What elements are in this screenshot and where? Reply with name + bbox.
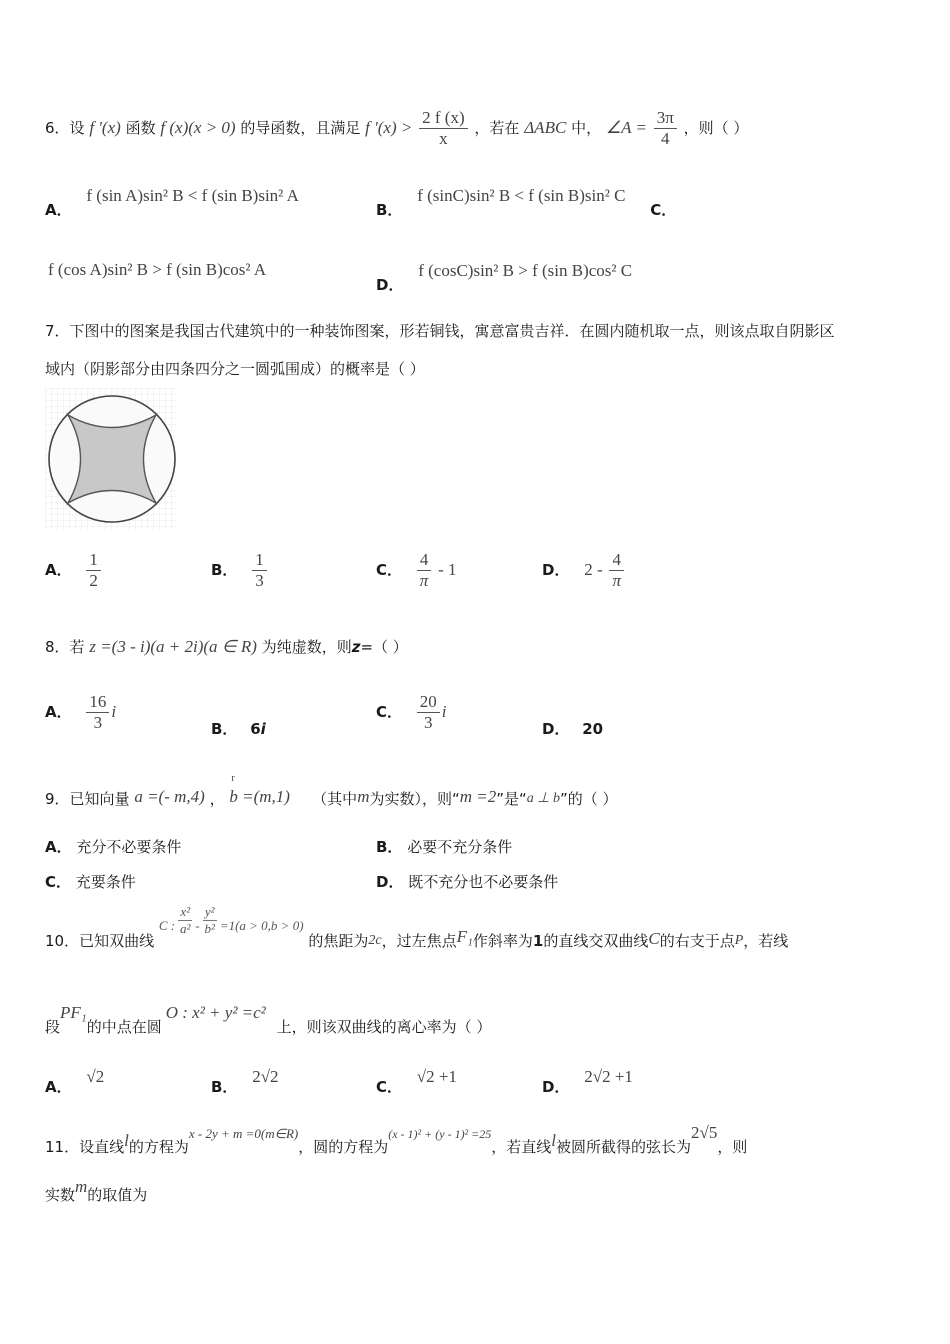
q11-text-f: ，则 (717, 1138, 748, 1156)
q8-option-a-frac (86, 692, 109, 733)
q6-option-a (45, 185, 299, 219)
q11-stem-line1 (45, 1122, 747, 1158)
q10-option-b-text: 2√2 (252, 1067, 279, 1086)
q9-text-d: ”是“ (496, 790, 527, 808)
q6-option-b-label: B． (376, 201, 403, 219)
q7-option-c-tail: - 1 (438, 560, 457, 579)
q11-stem-line2 (45, 1176, 147, 1206)
q10-option-d (542, 1066, 633, 1096)
q10-text-i: 的中点在圆 (86, 1018, 162, 1036)
q9-option-a (45, 836, 181, 857)
q7-option-b-frac (252, 550, 267, 591)
q9-option-a-text: 充分不必要条件 (76, 838, 182, 856)
q9-m: m (357, 787, 370, 806)
q10-text-e: 的直线交双曲线 (543, 932, 649, 950)
q10-text-b: 的焦距为 (308, 932, 369, 950)
q10-text-d: 作斜率为 (472, 932, 533, 950)
q6-fprime: f '(x) (89, 118, 121, 137)
q6-stem (45, 108, 748, 149)
q9-text-b: （其中 (312, 790, 358, 808)
q9-option-d (376, 871, 558, 892)
q8-expr: z =(3 - i)(a + 2i)(a ∈ R) (89, 637, 257, 656)
q8-option-b-i: i (260, 720, 266, 738)
q9-perp: a ⊥ b (526, 791, 560, 806)
q9-text-e: ”的（ ） (560, 790, 618, 808)
q11-l: l (124, 1131, 129, 1150)
q8-option-b (211, 718, 266, 739)
q8-option-a-num: 16 (86, 692, 109, 713)
q8-option-b-text: 6 (250, 720, 261, 738)
q10-two-c: 2c (368, 933, 382, 948)
q10-option-d-label: D． (542, 1078, 570, 1096)
q7-stem-line1: 7．下图中的图案是我国古代建筑中的一种装饰图案，形若铜钱，寓意富贵吉祥．在圆内随机取一点，则该点取自阴影区 (45, 322, 835, 340)
q10-option-c (376, 1066, 457, 1096)
q6-option-a-label: A． (45, 201, 72, 219)
q7-option-d-head: 2 - (584, 560, 603, 579)
q8-text-b: 为纯虚数，则 (261, 638, 352, 656)
q10-curve-head: C : (158, 918, 176, 933)
q8-text-a: 8．若 (45, 638, 85, 656)
q10-text-h: 段 (45, 1018, 61, 1036)
q9-option-d-label: D． (376, 873, 404, 891)
q9-option-c-label: C． (45, 873, 72, 891)
q8-text-c: =（ ） (360, 638, 408, 656)
q9-cond: m =2 (459, 787, 497, 806)
q8-option-d-text: 20 (582, 720, 604, 738)
q6-triangle: ΔABC (524, 118, 567, 137)
q9-vec-a: a =(- m,4) (134, 787, 205, 806)
q6-angle-lhs: ∠A = (605, 118, 647, 137)
q6-option-b (376, 185, 677, 219)
q7-option-b-num: 1 (252, 550, 267, 571)
q9-stem (45, 773, 618, 816)
q10-x2: x² (180, 904, 191, 919)
q10-a2: a² (180, 921, 191, 936)
q6-option-c-text: f (cos A)sin² B > f (sin B)cos² A (48, 260, 267, 279)
q10-y2: y² (204, 904, 215, 919)
q8-option-a-label: A． (45, 703, 72, 721)
q11-text-g: 实数 (45, 1186, 76, 1204)
q9-option-b-text: 必要不充分条件 (407, 838, 513, 856)
q6-text-e: 中， (571, 119, 602, 137)
q10-c: C (648, 929, 660, 948)
q11-chord: 2√5 (691, 1123, 718, 1142)
q11-text-a: 11．设直线 (45, 1138, 125, 1156)
q6-angle-num: 3π (654, 108, 677, 129)
q7-option-c-frac (417, 550, 432, 591)
q7-option-a-frac (86, 550, 101, 591)
q8-option-a-den: 3 (93, 713, 103, 732)
q8-stem (45, 636, 408, 657)
q6-option-a-text: f (sin A)sin² B < f (sin B)sin² A (86, 186, 299, 205)
q6-option-d-text: f (cosC)sin² B > f (sin B)cos² C (418, 261, 633, 280)
q6-ineq-den: x (439, 129, 448, 148)
q10-frac-x (178, 904, 192, 937)
q6-text-f: ，则（ ） (683, 119, 749, 137)
q11-m: m (75, 1177, 88, 1196)
q11-l2: l (551, 1131, 557, 1150)
q7-option-a (45, 550, 103, 591)
q9-text-c: 为实数），则“ (369, 790, 460, 808)
q6-angle-frac (654, 108, 677, 149)
q7-option-c-label: C． (376, 561, 403, 579)
q10-stem-line2 (45, 1002, 491, 1036)
q8-z: z (351, 638, 361, 656)
q10-f1: F₁ (456, 927, 473, 946)
q7-option-b-label: B． (211, 561, 238, 579)
q9-option-b (376, 836, 512, 857)
q10-curve-tail: =1(a > 0,b > 0) (219, 918, 304, 933)
q6-fdef: f (x)(x > 0) (160, 118, 236, 137)
q8-option-a (45, 692, 116, 733)
q6-ineq-lhs: f '(x) > (365, 118, 413, 137)
q10-frac-y (203, 904, 217, 937)
q7-stem-line2: 域内（阴影部分由四条四分之一圆弧围成）的概率是（ ） (45, 360, 425, 378)
q10-option-d-text: 2√2 +1 (584, 1067, 633, 1086)
q8-option-c-tail: i (441, 702, 447, 721)
q9-option-a-label: A． (45, 838, 72, 856)
q10-option-b (211, 1066, 279, 1096)
q6-text-a: 6．设 (45, 119, 85, 137)
q8-option-a-tail: i (111, 702, 117, 721)
q7-option-a-num: 1 (86, 550, 101, 571)
q11-text-b: 的方程为 (128, 1138, 189, 1156)
q10-curve (159, 904, 304, 937)
q9-vec-b-arrow: r (231, 773, 235, 784)
q6-text-b: 函数 (125, 119, 156, 137)
q6-ineq-num: 2 f (x) (419, 108, 467, 129)
q8-option-c (376, 692, 447, 733)
q7-option-d-den: π (612, 571, 621, 590)
q9-vec-b-wrap (229, 773, 307, 806)
q10-text-j: 上，则该双曲线的离心率为（ ） (276, 1018, 492, 1036)
q10-text-a: 10．已知双曲线 (45, 932, 155, 950)
q10-text-f: 的右支于点 (659, 932, 735, 950)
q11-line-eq: x - 2y + m =0(m∈R) (188, 1126, 299, 1141)
q7-option-a-label: A． (45, 561, 72, 579)
q7-option-b-den: 3 (255, 571, 264, 590)
coin-pattern-figure (45, 388, 177, 530)
q11-text-h: 的取值为 (87, 1186, 148, 1204)
q11-circle-eq: (x - 1)² + (y - 1)² =25 (388, 1127, 492, 1141)
q7-option-b (211, 550, 269, 591)
q10-one: 1 (532, 932, 544, 950)
q10-minus: - (195, 918, 200, 933)
q9-option-d-text: 既不充分也不必要条件 (408, 873, 559, 891)
q8-option-c-num: 20 (417, 692, 440, 713)
q7-option-d (542, 550, 626, 591)
q7-option-c (376, 550, 457, 591)
q7-option-d-num: 4 (609, 550, 624, 571)
q6-option-c (48, 260, 266, 280)
q10-pf1: PF₁ (60, 1003, 87, 1022)
q9-option-c (45, 871, 136, 892)
q10-option-c-label: C． (376, 1078, 403, 1096)
q9-vec-b: b =(m,1) (229, 787, 290, 806)
q6-text-c: 的导函数，且满足 (240, 119, 361, 137)
q6-ineq-frac (419, 108, 467, 149)
q6-option-d (376, 260, 633, 294)
q10-option-a-label: A． (45, 1078, 72, 1096)
q9-comma: ， (209, 790, 225, 808)
q10-text-c: ，过左焦点 (381, 932, 457, 950)
q8-option-c-label: C． (376, 703, 403, 721)
q7-option-a-den: 2 (89, 571, 98, 590)
q10-b2: b² (204, 921, 215, 936)
q10-p: P (734, 933, 744, 948)
q8-option-d-label: D． (542, 720, 570, 738)
q8-option-c-den: 3 (424, 713, 433, 732)
q6-text-d: ，若在 (474, 119, 520, 137)
q9-text-a: 9．已知向量 (45, 790, 130, 808)
q6-option-d-label: D． (376, 276, 404, 294)
q8-option-d (542, 718, 603, 739)
q8-option-b-label: B． (211, 720, 238, 738)
q11-text-c: ，圆的方程为 (298, 1138, 389, 1156)
q7-option-d-label: D． (542, 561, 570, 579)
q7-option-c-num: 4 (417, 550, 432, 571)
q6-angle-den: 4 (661, 129, 670, 148)
q10-option-a-text: √2 (86, 1067, 105, 1086)
q8-option-c-frac (417, 692, 440, 733)
q11-text-d: ，若直线 (491, 1138, 552, 1156)
q10-circle-eq: O : x² + y² =c² (165, 1003, 266, 1022)
q9-option-b-label: B． (376, 838, 403, 856)
q7-option-d-frac (609, 550, 624, 591)
q10-text-g: ，若线 (743, 932, 789, 950)
q10-option-c-text: √2 +1 (416, 1067, 457, 1086)
q10-option-b-label: B． (211, 1078, 238, 1096)
q6-option-c-label: C． (650, 201, 677, 219)
q10-stem-line1 (45, 904, 788, 954)
q6-option-b-text: f (sinC)sin² B < f (sin B)sin² C (417, 186, 626, 205)
q11-text-e: 被圆所截得的弦长为 (556, 1138, 692, 1156)
q7-option-c-den: π (419, 571, 429, 590)
q9-option-c-text: 充要条件 (75, 873, 136, 891)
q10-option-a (45, 1066, 105, 1096)
